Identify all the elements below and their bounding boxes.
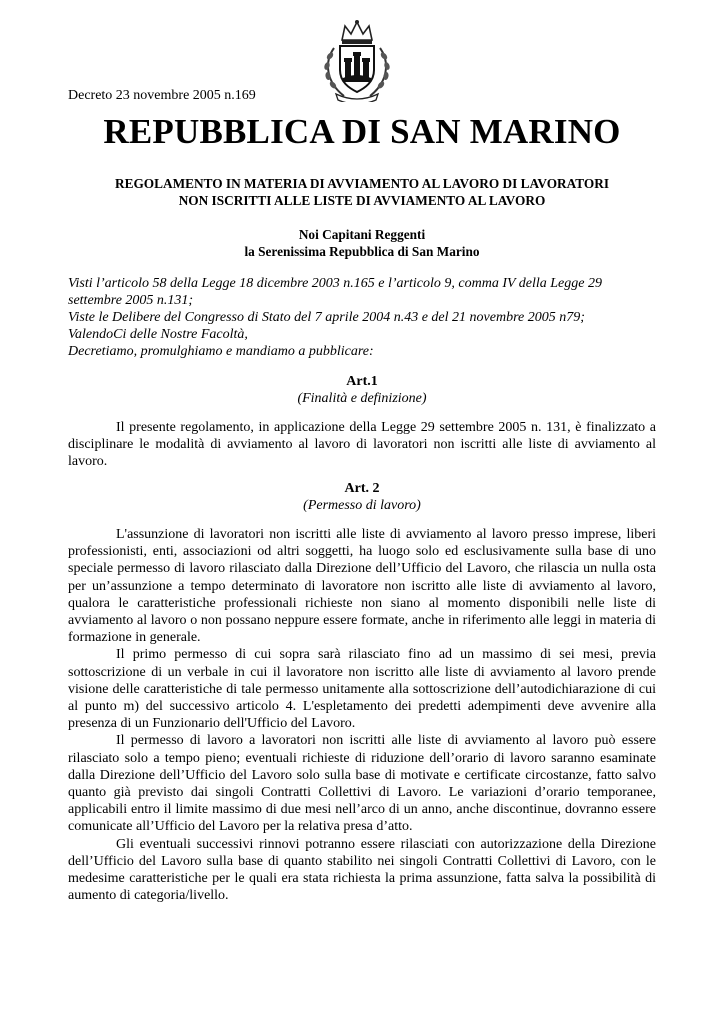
article-2-body <box>68 526 656 904</box>
regents-line: Noi Capitani Reggenti <box>298 227 426 242</box>
preamble-line: Visti l’articolo 58 della Legge 18 dicembre 2003 n.165 e l’articolo 9, comma IV della Legge 29 settembre 2005 n.131; <box>68 276 602 308</box>
preamble <box>68 275 656 360</box>
decree-reference: Decreto 23 novembre 2005 n.169 <box>68 88 256 103</box>
article-1-heading <box>68 373 656 407</box>
document-title: REPUBBLICA DI SAN MARINO <box>103 112 621 151</box>
regulation-subtitle <box>68 175 656 209</box>
article-2-heading <box>68 480 656 514</box>
preamble-line: ValendoCi delle Nostre Facoltà, <box>68 327 248 342</box>
regents-line: la Serenissima Repubblica di San Marino <box>244 244 480 259</box>
article-subtitle: (Finalità e definizione) <box>297 391 427 406</box>
article-number: Art.1 <box>346 374 378 389</box>
coat-of-arms-emblem <box>318 18 396 102</box>
article-number: Art. 2 <box>344 481 380 496</box>
article-paragraph: Gli eventuali successivi rinnovi potranno essere rilasciati con autorizzazione della Direzione dell’Ufficio del Lavoro sulla base di quanto stabilito nei singoli Contratti Collettivi di Lavoro, con le medesime caratteristiche per le quali era stata richiesta la prima assunzione, fatta salva la possibilità di aumento di categoria/livello. <box>68 836 656 904</box>
article-paragraph: Il primo permesso di cui sopra sarà rilasciato fino ad un massimo di sei mesi, previa sottoscrizione di un verbale in cui il lavoratore non iscritto alle liste di avviamento al lavoro prende visione delle caratteristiche di tale permesso unitamente alla sottoscrizione dell’autodichiarazione di cui al punto m) del successivo articolo 4. L'espletamento dei predetti adempimenti deve avvenire alla presenza di un Funzionario dell'Ufficio del Lavoro. <box>68 647 656 732</box>
article-paragraph: Il presente regolamento, in applicazione della Legge 29 settembre 2005 n. 131, è finalizzato a disciplinare le modalità di avviamento al lavoro di lavoratori non iscritti alle liste di avviamento al lavoro. <box>68 420 656 470</box>
subtitle-line: NON ISCRITTI ALLE LISTE DI AVVIAMENTO AL LAVORO <box>178 193 546 208</box>
article-paragraph: L'assunzione di lavoratori non iscritti alle liste di avviamento al lavoro presso imprese, liberi professionisti, enti, associazioni od altri soggetti, ha luogo solo ed esclusivamente sulla base di uno speciale permesso di lavoro rilasciato dalla Direzione dell’Ufficio del Lavoro, che rilascia un nulla osta per un’assunzione a tempo determinato di lavoratore non iscritto alle liste di avviamento al lavoro, qualora le caratteristiche professionali richieste non siano al momento disponibili nelle liste di avviamento al lavoro o non possano neppure essere formate, anche in riferimento alle leggi in materia di formazione in generale. <box>68 527 656 646</box>
preamble-line: Viste le Delibere del Congresso di Stato del 7 aprile 2004 n.43 e del 21 novembre 2005 n79; <box>68 310 585 325</box>
article-paragraph: Il permesso di lavoro a lavoratori non iscritti alle liste di avviamento al lavoro può essere rilasciato solo a tempo pieno; eventuali richieste di riduzione dell’orario di lavoro saranno esaminate dalla Direzione dell’Ufficio del Lavoro solo sulla base di motivate e certificate circostanze, fatto salvo quanto già previsto dai singoli Contratti Collettivi di Lavoro. Le variazioni d’orario temporanee, applicabili entro il limite massimo di due mesi nell’arco di un anno, anche discontinue, dovranno essere comunicate all’Ufficio del Lavoro per la relativa presa d’atto. <box>68 733 656 835</box>
preamble-line: Decretiamo, promulghiamo e mandiamo a pubblicare: <box>68 344 374 359</box>
subtitle-line: REGOLAMENTO IN MATERIA DI AVVIAMENTO AL LAVORO DI LAVORATORI <box>114 176 609 191</box>
regents-heading <box>68 226 656 260</box>
article-1-body <box>68 419 656 471</box>
article-subtitle: (Permesso di lavoro) <box>303 498 421 513</box>
